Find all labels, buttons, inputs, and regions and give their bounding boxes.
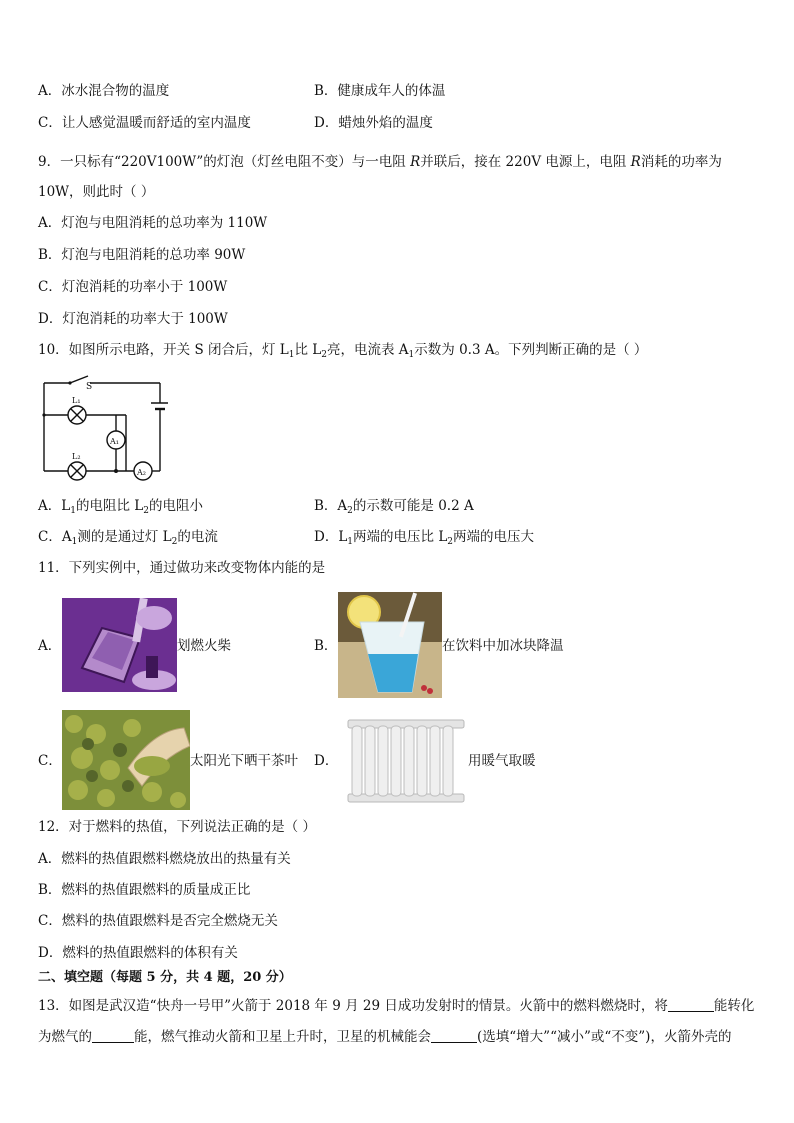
q10-option-c xyxy=(38,528,218,551)
text-part: (选填“增大”“减小”或“不变”)，火箭外壳的 xyxy=(477,1029,732,1045)
q9-option-d: D．灯泡消耗的功率大于 100W xyxy=(38,311,228,327)
answer-blank-1[interactable] xyxy=(668,999,714,1012)
q10-stem-part: 比 L xyxy=(294,342,322,358)
q12-option-d: D．燃料的热值跟燃料的体积有关 xyxy=(38,945,238,961)
q8-option-b: B．健康成年人的体温 xyxy=(314,83,446,99)
q9-resistor-symbol: R xyxy=(410,154,421,170)
circuit-diagram xyxy=(38,373,168,483)
answer-blank-3[interactable] xyxy=(431,1030,477,1043)
ammeter-a2-label: A₂ xyxy=(137,468,146,477)
subscript: 1 xyxy=(288,350,295,360)
iced-drink-image xyxy=(338,592,442,698)
q10-stem-part: 10．如图所示电路，开关 S 闭合后，灯 L xyxy=(38,342,289,358)
text-part: 能，燃气推动火箭和卫星上升时，卫星的机械能会 xyxy=(134,1029,431,1045)
answer-blank-2[interactable] xyxy=(92,1030,134,1043)
q11-option-d-text: 用暖气取暖 xyxy=(468,753,536,769)
text-part: 为燃气的 xyxy=(38,1029,92,1045)
subscript: 2 xyxy=(143,506,149,516)
q11-option-d-letter: D． xyxy=(314,753,339,769)
q12-option-b: B．燃料的热值跟燃料的质量成正比 xyxy=(38,882,251,898)
subscript: 2 xyxy=(321,350,327,360)
q8-option-d: D．蜡烛外焰的温度 xyxy=(314,115,433,131)
text-part: 两端的电压大 xyxy=(453,529,535,545)
subscript: 1 xyxy=(347,537,354,547)
q8-option-c: C．让人感觉温暖而舒适的室内温度 xyxy=(38,115,251,131)
subscript: 1 xyxy=(408,350,415,360)
text-part: 两端的电压比 L xyxy=(353,529,448,545)
q11-option-b-text: 在饮料中加冰块降温 xyxy=(442,638,564,654)
ammeter-a1-label: A₁ xyxy=(110,437,119,446)
q13-line2 xyxy=(38,1028,731,1046)
text-part: 的电流 xyxy=(177,529,218,545)
q9-option-b: B．灯泡与电阻消耗的总功率 90W xyxy=(38,247,246,263)
q9-stem-part: 9．一只标有“220V100W”的灯泡（灯丝电阻不变）与一电阻 xyxy=(38,154,411,170)
text-part: 13．如图是武汉造“快舟一号甲”火箭于 2018 年 9 月 29 日成功发射时的情景。火箭中的燃料燃烧时，将 xyxy=(38,998,668,1014)
q10-option-a xyxy=(38,497,203,520)
text-part: 能转化 xyxy=(713,998,755,1014)
subscript: 2 xyxy=(171,537,178,547)
q10-stem-part: 示数为 0.3 A。下列判断正确的是（ ） xyxy=(414,342,648,358)
q9-option-c: C．灯泡消耗的功率小于 100W xyxy=(38,279,228,295)
q8-option-a: A．冰水混合物的温度 xyxy=(38,83,170,99)
q10-stem-part: 亮，电流表 A xyxy=(327,342,409,358)
q10-stem xyxy=(38,341,647,364)
q9-option-a: A．灯泡与电阻消耗的总功率为 110W xyxy=(38,215,268,231)
q11-option-a-text: 划燃火柴 xyxy=(177,638,231,654)
subscript: 1 xyxy=(70,506,76,516)
q11-option-c-letter: C． xyxy=(38,753,62,769)
subscript: 2 xyxy=(347,506,353,516)
q11-stem: 11．下列实例中，通过做功来改变物体内能的是 xyxy=(38,560,326,576)
q12-stem: 12．对于燃料的热值，下列说法正确的是（ ） xyxy=(38,819,316,835)
subscript: 1 xyxy=(71,537,78,547)
text-part: 的电阻小 xyxy=(148,498,203,514)
q9-stem-line2: 10W，则此时（ ） xyxy=(38,184,155,200)
q12-option-c: C．燃料的热值跟燃料是否完全燃烧无关 xyxy=(38,913,278,929)
text-part: 的示数可能是 0.2 A xyxy=(352,498,474,514)
text-part: A．L xyxy=(38,498,71,514)
q11-option-a-letter: A． xyxy=(38,638,62,654)
q11-option-b-letter: B． xyxy=(314,638,338,654)
subscript: 2 xyxy=(447,537,454,547)
q12-option-a: A．燃料的热值跟燃料燃烧放出的热量有关 xyxy=(38,851,291,867)
text-part: 测的是通过灯 L xyxy=(77,529,172,545)
q11-option-c-text: 太阳光下晒干茶叶 xyxy=(190,753,298,769)
switch-label: S xyxy=(86,382,93,392)
q10-option-b xyxy=(314,497,474,520)
radiator-image xyxy=(346,718,466,804)
tea-leaves-drying-image xyxy=(62,710,190,810)
lamp-l1-label: L₁ xyxy=(72,396,81,405)
match-striking-image xyxy=(62,598,177,692)
q9-resistor-symbol: R xyxy=(630,154,641,170)
text-part: C．A xyxy=(38,529,72,545)
q9-stem-part: 并联后，接在 220V 电源上，电阻 xyxy=(420,154,631,170)
q9-stem-part: 消耗的功率为 xyxy=(640,154,722,170)
q10-option-d xyxy=(314,528,534,551)
q13-line1 xyxy=(38,997,754,1015)
section-title: 二、填空题（每题 5 分，共 4 题，20 分） xyxy=(38,970,292,985)
lamp-l2-label: L₂ xyxy=(72,452,81,461)
text-part: B．A xyxy=(314,498,348,514)
text-part: 的电阻比 L xyxy=(75,498,144,514)
q9-stem-line1 xyxy=(38,153,722,171)
text-part: D．L xyxy=(314,529,348,545)
